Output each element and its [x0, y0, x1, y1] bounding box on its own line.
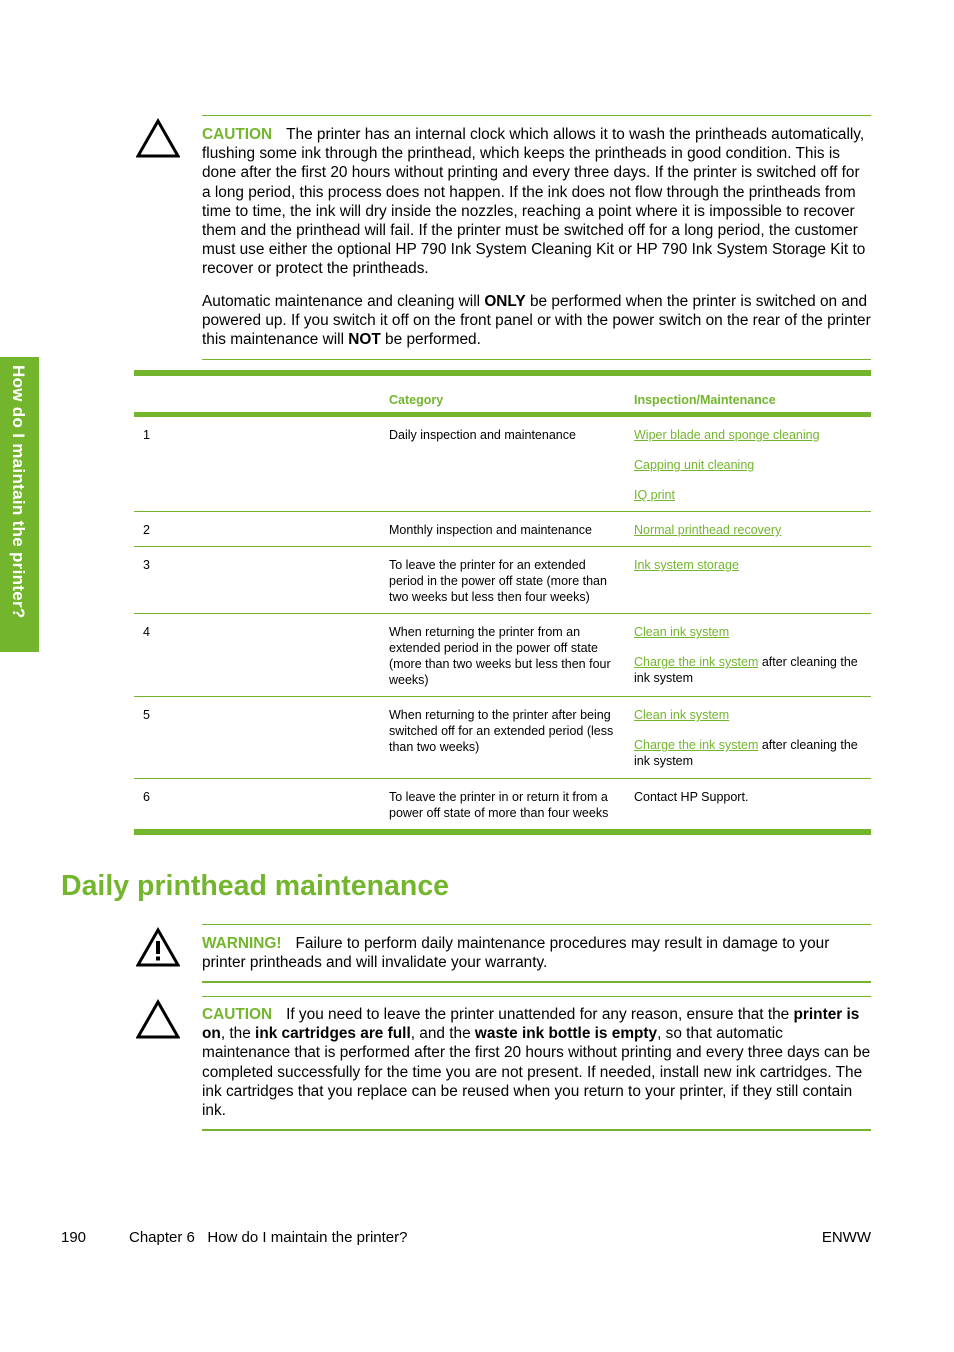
warning-label: WARNING! — [202, 935, 282, 952]
divider — [202, 924, 871, 925]
row-actions — [634, 557, 871, 587]
link-charge-ink-system[interactable]: Charge the ink system — [634, 738, 759, 752]
header-category: Category — [389, 393, 444, 407]
divider — [202, 359, 871, 360]
text-run: be performed. — [380, 331, 481, 349]
table-header — [134, 376, 871, 417]
row-number: 3 — [143, 558, 150, 572]
link-normal-printhead-recovery[interactable]: Normal printhead recovery — [634, 523, 782, 537]
row-number: 6 — [143, 790, 150, 804]
emphasis-waste-bottle-empty: waste ink bottle is empty — [474, 1025, 658, 1043]
warning-text: Failure to perform daily maintenance procedures may result in damage to your printer printheads and will invalidate your warranty. — [202, 935, 830, 972]
row-actions — [634, 427, 871, 517]
row-category: Daily inspection and maintenance — [389, 428, 576, 442]
link-wiper-blade[interactable]: Wiper blade and sponge cleaning — [634, 428, 820, 442]
divider — [202, 996, 871, 997]
text-run: , so that automatic maintenance that is performed after the first 20 hours without printing and every three days can be completed successfully for the time you are not present. If needed, install new ink cartridges. The ink cartridges that you replace can be reused when you return to your printer, if they still contain ink. — [202, 1025, 871, 1120]
section-title: Daily printhead maintenance — [61, 870, 450, 902]
emphasis-only: ONLY — [484, 293, 526, 310]
divider — [202, 1129, 871, 1131]
row-number: 2 — [143, 523, 150, 537]
caution-label: CAUTION — [202, 126, 273, 143]
link-charge-ink-system[interactable]: Charge the ink system — [634, 655, 759, 669]
maintenance-table — [134, 370, 871, 835]
row-actions — [634, 624, 871, 700]
row-number: 1 — [143, 428, 150, 442]
link-ink-system-storage[interactable]: Ink system storage — [634, 558, 739, 572]
chapter-title: Chapter 6 How do I maintain the printer? — [129, 1229, 408, 1246]
emphasis-not: NOT — [348, 331, 381, 349]
text-run: If you need to leave the printer unattended for any reason, ensure that the — [286, 1006, 794, 1023]
table-row — [134, 614, 871, 697]
emphasis-printer-on: printer is on — [202, 1006, 860, 1043]
caution-text: The printer has an internal clock which allows it to wash the printheads automatically, flushing some ink through the printhead, which keeps the printheads in good condition. This is done after the first 20 hours without printing and every three days. If the printer is switched off for a long period, this process does not happen. If the ink does not flow through the printheads from time to time, the ink will dry inside the nozzles, reaching a point where it is impossible to recover them and the printhead will fail. If the printer must be switched off for a long period, the customer must use either the optional HP 790 Ink System Cleaning Kit or HP 790 Ink System Storage Kit to recover or protect the printheads. — [202, 126, 866, 278]
side-tab — [0, 357, 39, 652]
link-clean-ink-system[interactable]: Clean ink system — [634, 625, 730, 639]
row-category: To leave the printer for an extended period in the power off state (more than two weeks but less then four weeks) — [389, 558, 607, 604]
warning-icon — [136, 927, 180, 967]
row-category: To leave the printer in or return it from a power off state of more than four weeks — [389, 790, 609, 820]
row-category: Monthly inspection and maintenance — [389, 523, 592, 537]
header-inspection: Inspection/Maintenance — [634, 393, 776, 407]
emphasis-cartridges-full: ink cartridges are full — [255, 1025, 411, 1043]
caution-note — [202, 125, 871, 279]
table-bottom-bar — [134, 829, 871, 835]
link-suffix: after cleaning the ink system — [634, 655, 858, 685]
link-iq-print[interactable]: IQ print — [634, 488, 675, 502]
row-category: When returning the printer from an extended period in the power off state (more than two weeks but less then four weeks) — [389, 625, 611, 687]
auto-maintenance-paragraph — [202, 292, 871, 350]
row-number: 5 — [143, 708, 150, 722]
table-row — [134, 547, 871, 614]
text-run: , the — [220, 1025, 256, 1043]
caution-label: CAUTION — [202, 1006, 273, 1023]
row-actions — [634, 707, 871, 783]
text-run: be performed when the printer is switched on and powered up. If you switch it off on the front panel or with the power switch on the rear of the printer this maintenance will — [202, 293, 871, 349]
doc-code: ENWW — [821, 1229, 871, 1246]
row-category: When returning to the printer after being switched off for an extended period (less than two weeks) — [389, 708, 614, 754]
link-suffix: after cleaning the ink system — [634, 738, 858, 768]
row-action-text: Contact HP Support. — [634, 790, 749, 804]
page-number: 190 — [61, 1229, 87, 1246]
link-capping-unit[interactable]: Capping unit cleaning — [634, 458, 755, 472]
text-run: , and the — [410, 1025, 475, 1043]
divider — [202, 981, 871, 983]
caution-icon — [136, 999, 180, 1039]
link-clean-ink-system[interactable]: Clean ink system — [634, 708, 730, 722]
row-number: 4 — [143, 625, 150, 639]
caution-icon — [136, 118, 180, 158]
caution-note-unattended — [202, 1005, 871, 1120]
table-row — [134, 779, 871, 829]
side-tab-label: How do I maintain the printer? — [9, 365, 28, 619]
table-row — [134, 512, 871, 547]
table-row — [134, 417, 871, 512]
divider — [202, 115, 871, 116]
text-run: Automatic maintenance and cleaning will — [202, 293, 485, 310]
table-row — [134, 697, 871, 779]
warning-note — [202, 934, 871, 972]
